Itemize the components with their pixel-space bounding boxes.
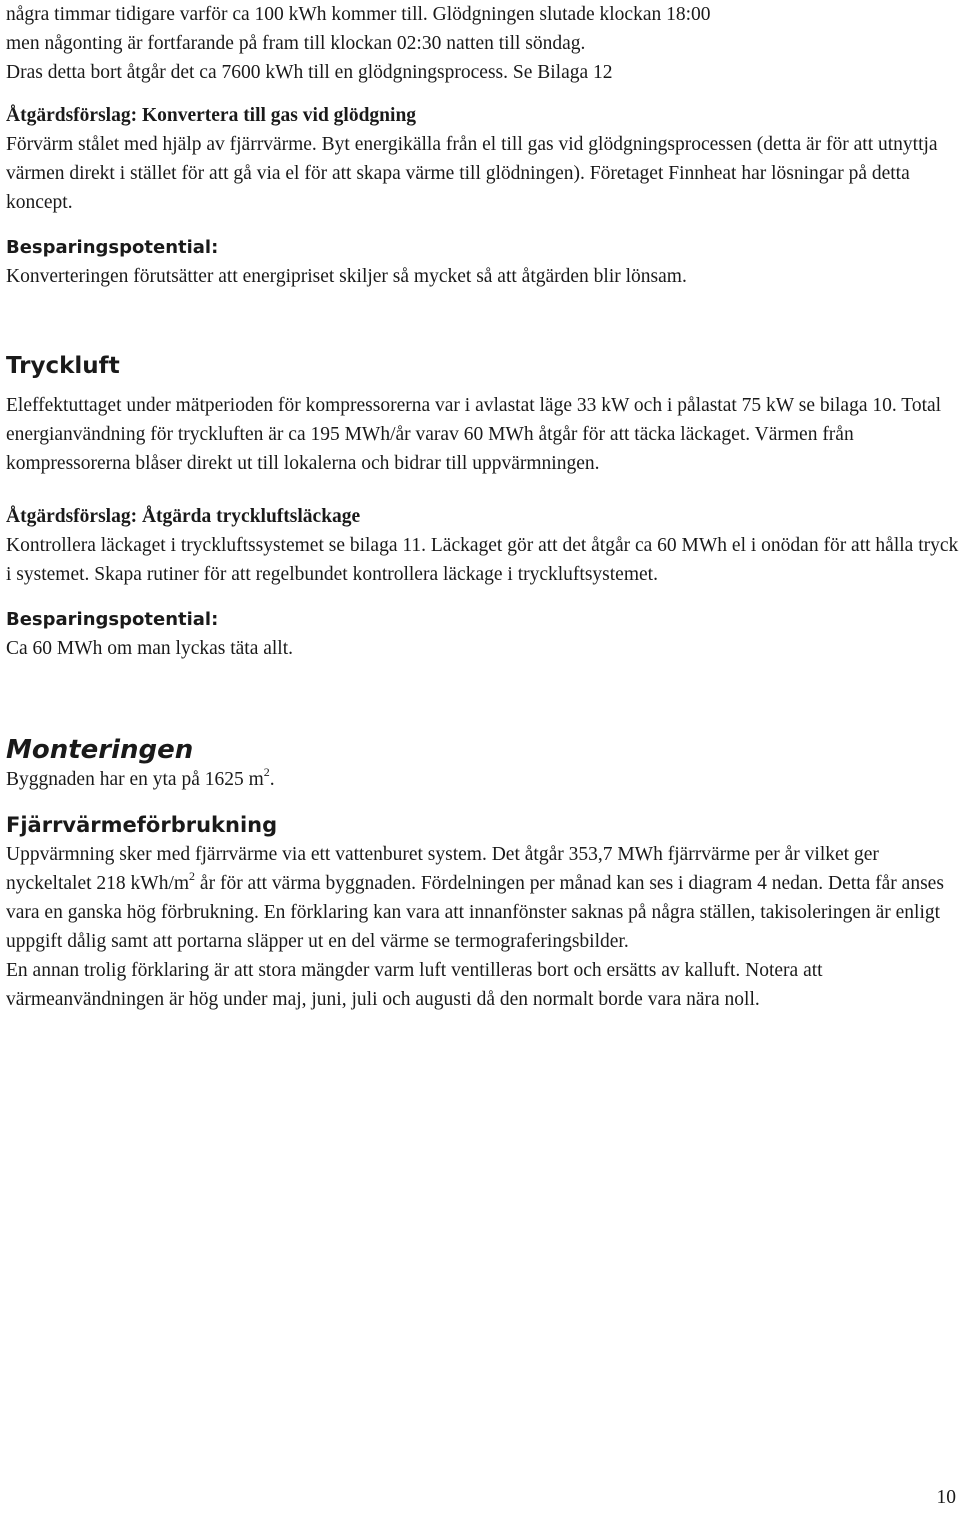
fjarrvarme-section bbox=[6, 810, 960, 1014]
fjarrvarme-title: Fjärrvärmeförbrukning bbox=[6, 813, 278, 837]
fjarrvarme-body-2: En annan trolig förklaring är att stora mängder varm luft ventilleras bort och ersätts av kalluft. Notera att värmeanvändningen är hög under maj, juni, juli och augusti då den normalt borde vara nära noll. bbox=[6, 960, 823, 1010]
gas-conversion-body: Förvärm stålet med hjälp av fjärrvärme. Byt energikälla från el till gas vid glödgningsprocessen (detta är för att utnyttja värmen direkt i stället för att gå via el för att skapa värme till glödningen). Företaget Finnheat har lösningar på detta koncept. bbox=[6, 134, 938, 213]
tryckluft-body: Eleffektuttaget under mätperioden för kompressorerna var i avlastat läge 33 kW och i pålastat 75 kW se bilaga 10. Total energianvändning för tryckluften är ca 195 MWh/år varav 60 MWh åtgår för att täcka läckaget. Värmen från kompressorerna blåser direkt ut till lokalerna och bidrar till uppvärmningen. bbox=[6, 395, 942, 474]
gas-savings-label: Besparingspotential: bbox=[6, 237, 219, 258]
gas-conversion-section bbox=[6, 101, 960, 291]
intro-line-3: Dras detta bort åtgår det ca 7600 kWh till en glödgningsprocess. Se Bilaga 12 bbox=[6, 62, 613, 83]
tryckluft-title: Tryckluft bbox=[6, 353, 120, 379]
monteringen-title: Monteringen bbox=[6, 735, 194, 765]
leak-heading: Åtgärdsförslag: Åtgärda tryckluftsläckage bbox=[6, 506, 361, 527]
leak-section bbox=[6, 502, 960, 663]
tryckluft-section bbox=[6, 351, 960, 478]
monteringen-section bbox=[6, 735, 960, 794]
area-superscript: 2 bbox=[263, 765, 270, 779]
fjarrvarme-body: Uppvärmning sker med fjärrvärme via ett vattenburet system. Det åtgår 353,7 MWh fjärrvärme per år vilket ger nyckeltalet 218 kWh/$m^2$ år för att värma byggnaden. Fördelningen per månad kan ses i diagram 4 nedan. Detta får anses vara en ganska hög förbrukning. En förklaring kan vara att innanfönster saknas på några ställen, takisoleringen är enligt uppgift dålig samt att portarna släpper ut en del värme se termograferingsbilder. bbox=[6, 844, 944, 952]
leak-savings-text: Ca 60 MWh om man lyckas täta allt. bbox=[6, 638, 294, 659]
intro-line-1: några timmar tidigare varför ca 100 kWh kommer till. Glödgningen slutade klockan 18:00 bbox=[6, 4, 711, 25]
intro-line-2: men någonting är fortfarande på fram till klockan 02:30 natten till söndag. bbox=[6, 33, 586, 54]
per-square-meter-superscript: 2 bbox=[189, 869, 196, 883]
leak-body: Kontrollera läckaget i tryckluftssystemet se bilaga 11. Läckaget gör att det åtgår ca 60 MWh el i onödan för att hålla tryck i systemet. Skapa rutiner för att regelbundet kontrollera läckage i tryckluftsystemet. bbox=[6, 535, 959, 585]
gas-conversion-heading: Åtgärdsförslag: Konvertera till gas vid glödgning bbox=[6, 105, 417, 126]
page-number: 10 bbox=[936, 1487, 956, 1508]
document-page bbox=[6, 0, 960, 1014]
leak-savings-label: Besparingspotential: bbox=[6, 609, 219, 630]
gas-savings-text: Konverteringen förutsätter att energipriset skiljer så mycket så att åtgärden blir lönsam. bbox=[6, 266, 687, 287]
intro-paragraph bbox=[6, 0, 960, 87]
building-area-text: Byggnaden har en yta på 1625 $m^2$. bbox=[6, 765, 275, 790]
